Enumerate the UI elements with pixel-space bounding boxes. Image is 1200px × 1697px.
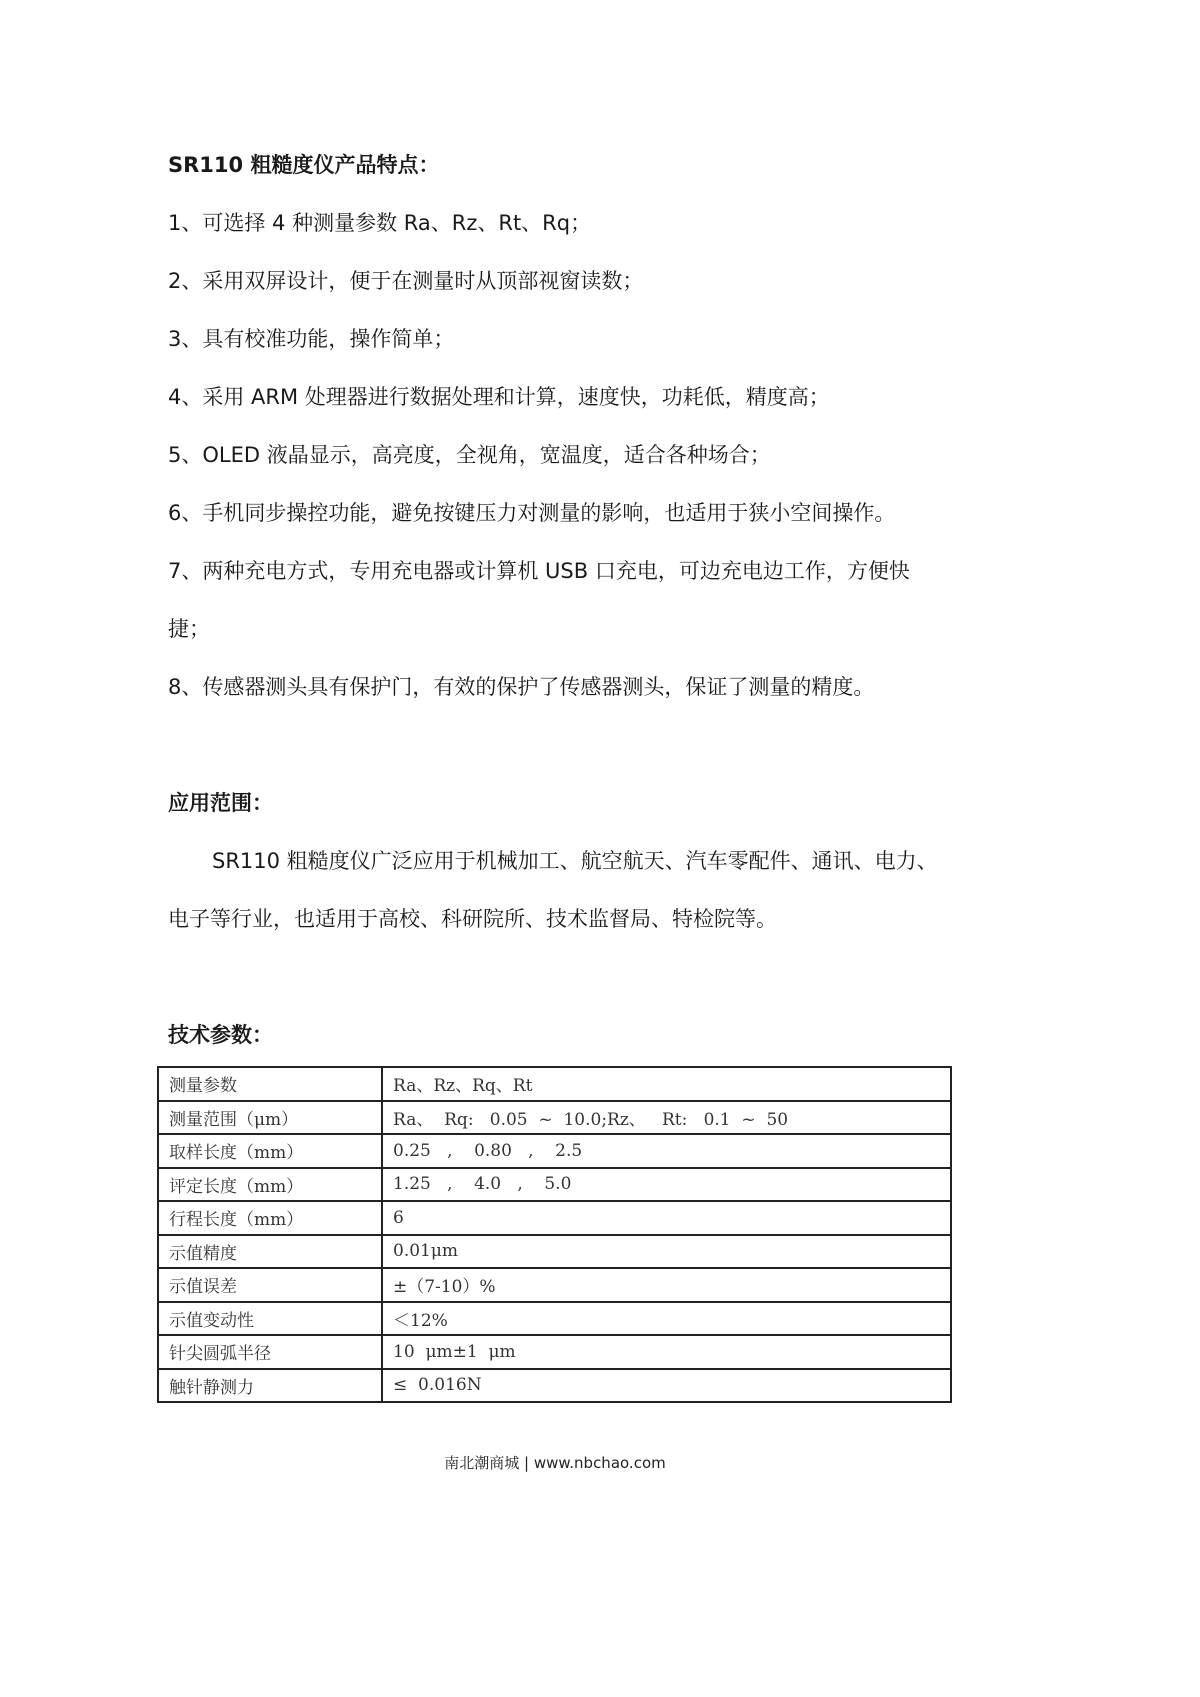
document-body [168,136,950,1064]
spec-value: Ra、 Rq: 0.05 ~ 10.0;Rz、 Rt: 0.1 ~ 50 [382,1101,951,1135]
spec-label: 取样长度（mm） [158,1134,382,1168]
application-text: SR110 粗糙度仪广泛应用于机械加工、航空航天、汽车零配件、通讯、电力、电子等行业，也适用于高校、科研院所、技术监督局、特检院等。 [168,849,938,931]
spec-value: 1.25 , 4.0 , 5.0 [382,1168,951,1202]
spec-row [158,1168,951,1202]
footer: 南北潮商城 | www.nbchao.com [444,1454,666,1472]
feature-item: 5、OLED 液晶显示，高亮度，全视角，宽温度，适合各种场合； [168,443,771,467]
spec-label: 示值精度 [158,1235,382,1269]
spec-row [158,1335,951,1369]
spec-row [158,1302,951,1336]
spec-label: 触针静测力 [158,1369,382,1403]
spec-row [158,1268,951,1302]
spec-value: 10 μm±1 μm [382,1335,951,1369]
spec-label: 测量范围（μm） [158,1101,382,1135]
spec-value: 0.25 , 0.80 , 2.5 [382,1134,951,1168]
feature-item: 3、具有校准功能，操作简单； [168,327,455,351]
spec-value: Ra、Rz、Rq、Rt [382,1067,951,1101]
spec-row [158,1101,951,1135]
spec-label: 评定长度（mm） [158,1168,382,1202]
feature-item: 2、采用双屏设计，便于在测量时从顶部视窗读数； [168,269,644,293]
spec-label: 示值误差 [158,1268,382,1302]
spec-label: 行程长度（mm） [158,1201,382,1235]
feature-item: 8、传感器测头具有保护门，有效的保护了传感器测头，保证了测量的精度。 [168,675,875,699]
spec-value: ≤ 0.016N [382,1369,951,1403]
specs-table [157,1066,952,1403]
feature-item: 4、采用 ARM 处理器进行数据处理和计算，速度快，功耗低，精度高； [168,385,830,409]
spec-value: 6 [382,1201,951,1235]
feature-item: 7、两种充电方式，专用充电器或计算机 USB 口充电，可边充电边工作，方便快捷； [168,559,910,641]
spec-label: 针尖圆弧半径 [158,1335,382,1369]
feature-item: 6、手机同步操控功能，避免按键压力对测量的影响，也适用于狭小空间操作。 [168,501,896,525]
feature-item: 1、可选择 4 种测量参数 Ra、Rz、Rt、Rq； [168,211,592,235]
application-heading: 应用范围： [168,791,273,815]
spec-row [158,1235,951,1269]
spec-label: 示值变动性 [158,1302,382,1336]
spec-row [158,1067,951,1101]
specs-heading: 技术参数： [168,1023,273,1047]
features-heading: SR110 粗糙度仪产品特点： [168,153,440,177]
spec-row [158,1201,951,1235]
spec-row [158,1369,951,1403]
spec-value: 0.01μm [382,1235,951,1269]
spec-row [158,1134,951,1168]
spec-value: ＜12% [382,1302,951,1336]
spec-label: 测量参数 [158,1067,382,1101]
spec-value: ±（7-10）% [382,1268,951,1302]
